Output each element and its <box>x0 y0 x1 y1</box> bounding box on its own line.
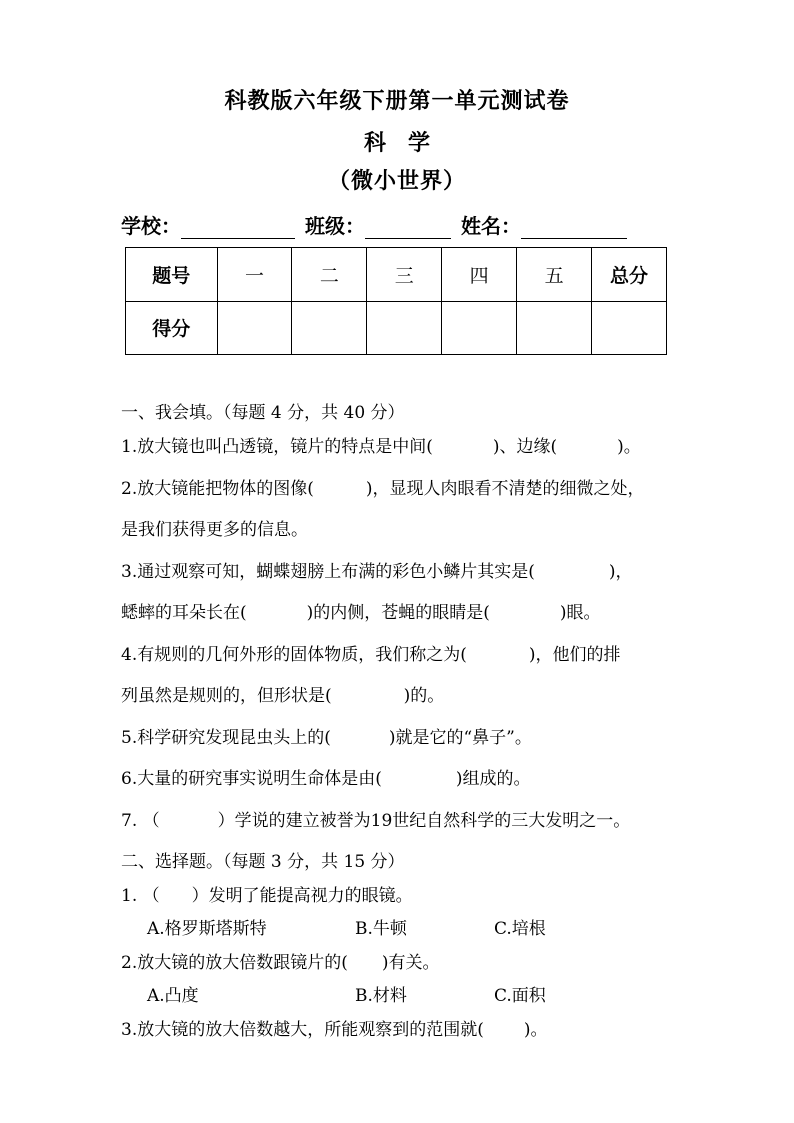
question-text: 6.大量的研究事实说明生命体是由( <box>121 769 382 789</box>
section1-heading: 一、我会填。（每题 4 分，共 40 分） <box>121 403 405 423</box>
question-text: )、边缘( <box>492 437 558 457</box>
exam-title: 科教版六年级下册第一单元测试卷 <box>224 88 570 114</box>
option-c[interactable]: C.面积 <box>494 986 546 1006</box>
score-row-label: 得分 <box>126 301 218 355</box>
question-1-4 <box>121 640 621 665</box>
class-label: 班级： <box>305 214 365 238</box>
question-text: 1. （ <box>121 886 160 906</box>
question-text: 1.放大镜也叫凸透镜，镜片的特点是中间( <box>121 437 433 457</box>
option-a[interactable]: A.凸度 <box>147 986 199 1006</box>
score-cell[interactable] <box>592 301 667 355</box>
score-header-cell: 题号 <box>126 248 218 302</box>
question-1-5 <box>121 723 532 748</box>
question-2-1 <box>121 881 413 906</box>
class-blank[interactable] <box>365 216 451 239</box>
score-cell[interactable] <box>442 301 517 355</box>
score-table <box>125 247 667 355</box>
question-1-3 <box>121 557 633 582</box>
question-text: )，显现人肉眼看不清楚的细微之处， <box>365 479 645 499</box>
option-b[interactable]: B.材料 <box>355 986 407 1006</box>
score-table-header-row <box>126 248 667 302</box>
score-header-cell: 五 <box>517 248 592 302</box>
question-1-3-cont <box>121 598 601 623</box>
question-text: )的。 <box>403 686 445 706</box>
question-1-4-cont <box>121 681 444 706</box>
question-text: 5.科学研究发现昆虫头上的( <box>121 728 331 748</box>
student-info-line <box>121 210 637 239</box>
question-2-3 <box>121 1015 548 1040</box>
unit-title: （微小世界） <box>327 168 466 194</box>
score-cell[interactable] <box>292 301 367 355</box>
question-text: 蟋蟀的耳朵长在( <box>121 603 247 623</box>
question-text: )眼。 <box>559 603 601 623</box>
score-header-cell: 总分 <box>592 248 667 302</box>
score-cell[interactable] <box>367 301 442 355</box>
question-text: ）发明了能提高视力的眼镜。 <box>191 886 413 906</box>
school-label: 学校： <box>121 214 181 238</box>
question-text: 2.放大镜能把物体的图像( <box>121 479 314 499</box>
name-blank[interactable] <box>521 216 627 239</box>
section2-heading: 二、选择题。（每题 3 分，共 15 分） <box>121 852 405 872</box>
score-table-score-row <box>126 301 667 355</box>
option-b[interactable]: B.牛顿 <box>355 919 407 939</box>
question-text: )， <box>608 562 633 582</box>
question-text: 2.放大镜的放大倍数跟镜片的( <box>121 953 348 973</box>
question-text: 列虽然是规则的，但形状是( <box>121 686 332 706</box>
school-blank[interactable] <box>181 216 295 239</box>
question-2-2 <box>121 948 440 973</box>
question-text: )。 <box>617 437 641 457</box>
name-label: 姓名： <box>461 214 521 238</box>
score-header-cell: 四 <box>442 248 517 302</box>
question-1-2-cont: 是我们获得更多的信息。 <box>121 520 308 540</box>
question-text: )有关。 <box>381 953 440 973</box>
score-cell[interactable] <box>217 301 292 355</box>
score-header-cell: 一 <box>217 248 292 302</box>
option-a[interactable]: A.格罗斯塔斯特 <box>147 919 267 939</box>
question-text: )就是它的“鼻子”。 <box>388 728 532 748</box>
question-text: )。 <box>523 1020 548 1040</box>
question-1-6 <box>121 764 531 789</box>
option-c[interactable]: C.培根 <box>494 919 546 939</box>
question-1-1 <box>121 432 641 457</box>
score-header-cell: 三 <box>367 248 442 302</box>
subject-title: 科 学 <box>363 130 430 156</box>
score-cell[interactable] <box>517 301 592 355</box>
question-1-2 <box>121 474 645 499</box>
question-text: )的内侧，苍蝇的眼睛是( <box>306 603 490 623</box>
question-text: 7. （ <box>121 811 160 831</box>
question-text: 3.放大镜的放大倍数越大，所能观察到的范围就( <box>121 1020 484 1040</box>
question-text: 3.通过观察可知，蝴蝶翅膀上布满的彩色小鳞片其实是( <box>121 562 535 582</box>
question-text: 4.有规则的几何外形的固体物质，我们称之为( <box>121 645 467 665</box>
question-1-7 <box>121 806 630 831</box>
question-text: )，他们的排 <box>528 645 621 665</box>
question-text: ）学说的建立被誉为19世纪自然科学的三大发明之一。 <box>217 811 631 831</box>
question-text: )组成的。 <box>455 769 531 789</box>
score-header-cell: 二 <box>292 248 367 302</box>
